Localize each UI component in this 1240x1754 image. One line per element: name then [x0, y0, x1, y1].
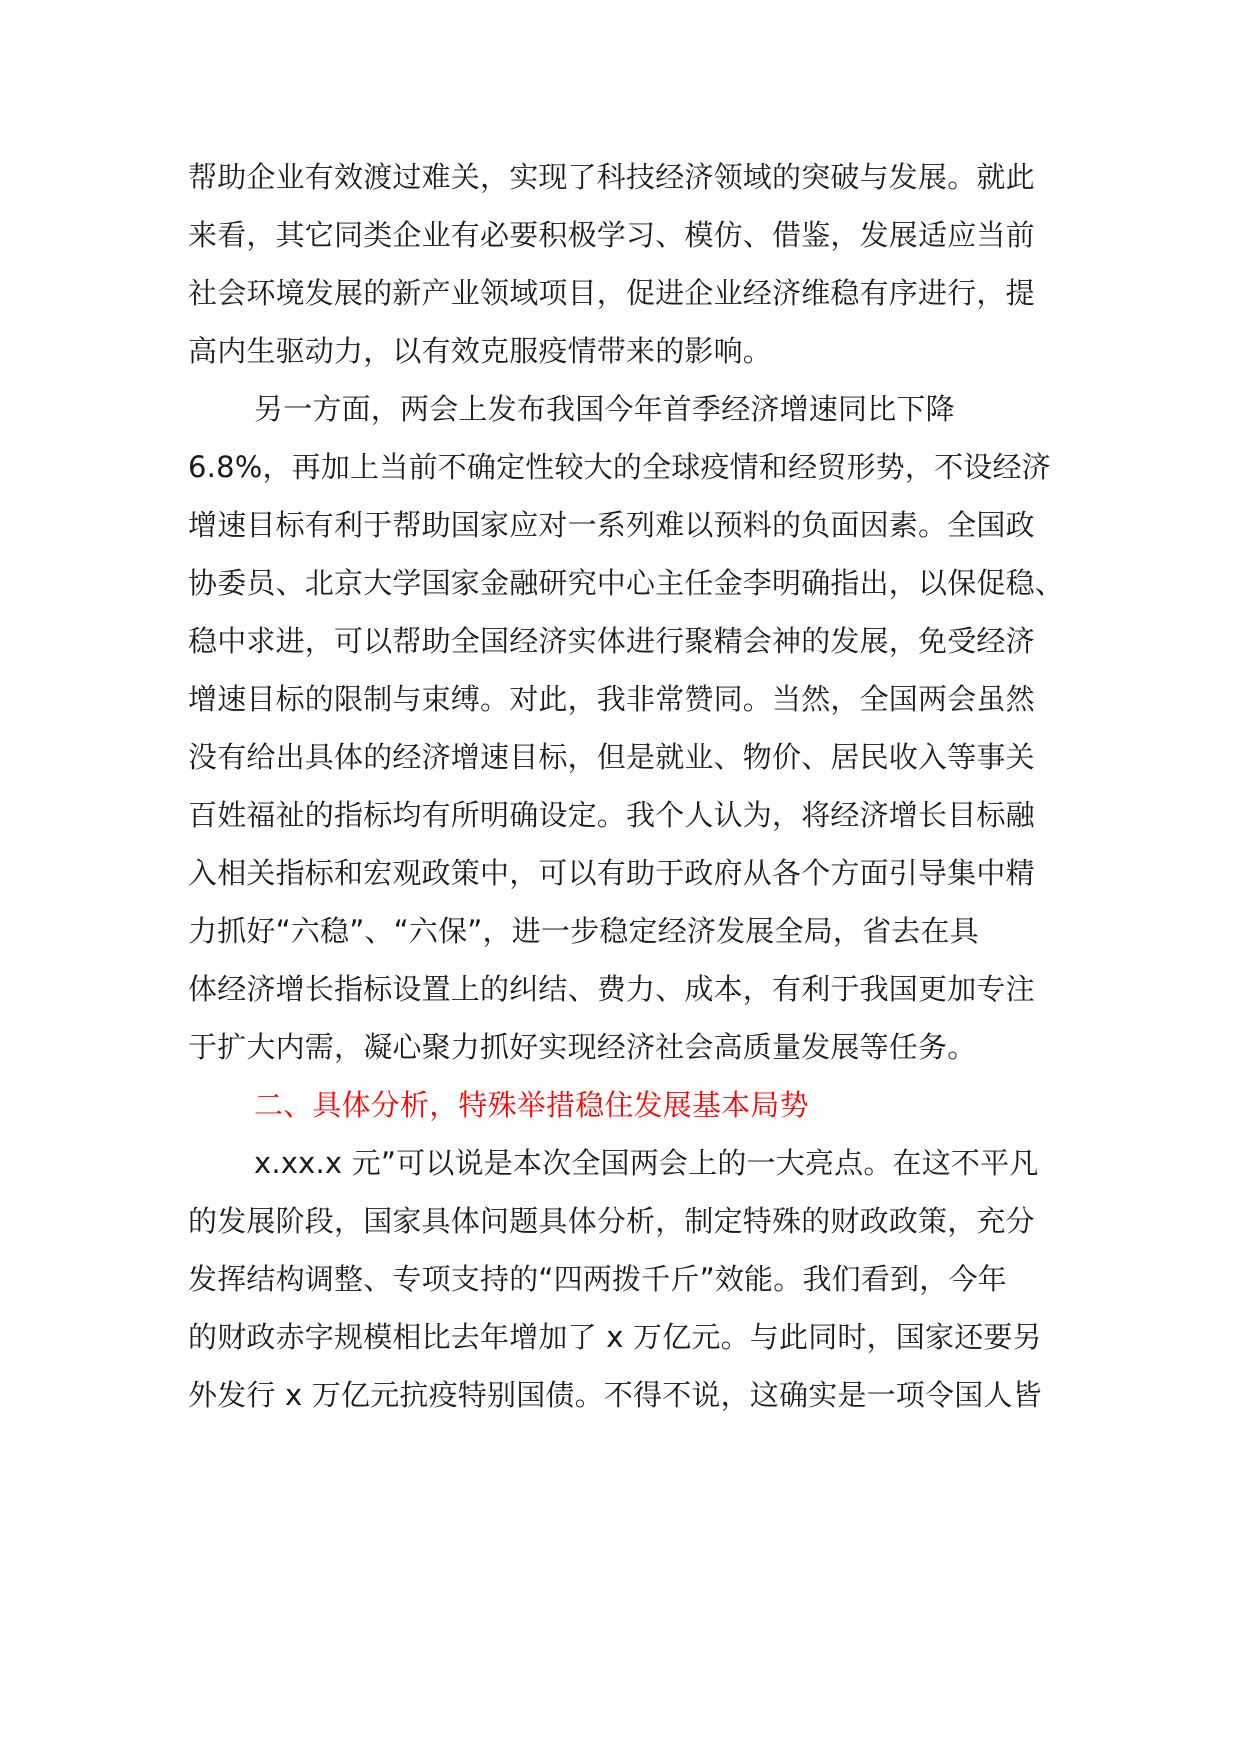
paragraph-line: 体经济增长指标设置上的纠结、费力、成本，有利于我国更加专注 [188, 972, 1035, 1006]
paragraph-line: 于扩大内需，凝心聚力抓好实现经济社会高质量发展等任务。 [188, 1030, 977, 1064]
paragraph-line: 高内生驱动力，以有效克服疫情带来的影响。 [188, 334, 773, 368]
paragraph-line: 稳中求进，可以帮助全国经济实体进行聚精会神的发展，免受经济 [188, 624, 1035, 658]
paragraph-line: 没有给出具体的经济增速目标，但是就业、物价、居民收入等事关 [188, 740, 1035, 774]
paragraph-line: 社会环境发展的新产业领域项目，促进企业经济维稳有序进行，提 [188, 276, 1035, 310]
paragraph-line: 百姓福祉的指标均有所明确设定。我个人认为，将经济增长目标融 [188, 798, 1035, 832]
paragraph-line: 帮助企业有效渡过难关，实现了科技经济领域的突破与发展。就此 [188, 160, 1035, 194]
paragraph-line: 的财政赤字规模相比去年增加了 x 万亿元。与此同时，国家还要另 [188, 1320, 1042, 1354]
paragraph-line: 增速目标有利于帮助国家应对一系列难以预料的负面因素。全国政 [188, 508, 1035, 542]
paragraph-line: 发挥结构调整、专项支持的“四两拨千斤”效能。我们看到，今年 [188, 1262, 1007, 1296]
paragraph-line: 6.8%，再加上当前不确定性较大的全球疫情和经贸形势，不设经济 [188, 450, 1051, 484]
paragraph-line: 来看，其它同类企业有必要积极学习、模仿、借鉴，发展适应当前 [188, 218, 1035, 252]
paragraph-line: x.xx.x 元”可以说是本次全国两会上的一大亮点。在这不平凡 [254, 1146, 1039, 1180]
paragraph-line: 外发行 x 万亿元抗疫特别国债。不得不说，这确实是一项令国人皆 [188, 1378, 1042, 1412]
section-heading: 二、具体分析，特殊举措稳住发展基本局势 [254, 1088, 809, 1122]
paragraph-line: 另一方面，两会上发布我国今年首季经济增速同比下降 [254, 392, 955, 426]
paragraph-line: 增速目标的限制与束缚。对此，我非常赞同。当然，全国两会虽然 [188, 682, 1035, 716]
paragraph-line: 的发展阶段，国家具体问题具体分析，制定特殊的财政政策，充分 [188, 1204, 1035, 1238]
paragraph-line: 入相关指标和宏观政策中，可以有助于政府从各个方面引导集中精 [188, 856, 1035, 890]
paragraph-line: 力抓好“六稳”、“六保”，进一步稳定经济发展全局，省去在具 [188, 914, 979, 948]
paragraph-line: 协委员、北京大学国家金融研究中心主任金李明确指出，以保促稳、 [188, 566, 1065, 600]
